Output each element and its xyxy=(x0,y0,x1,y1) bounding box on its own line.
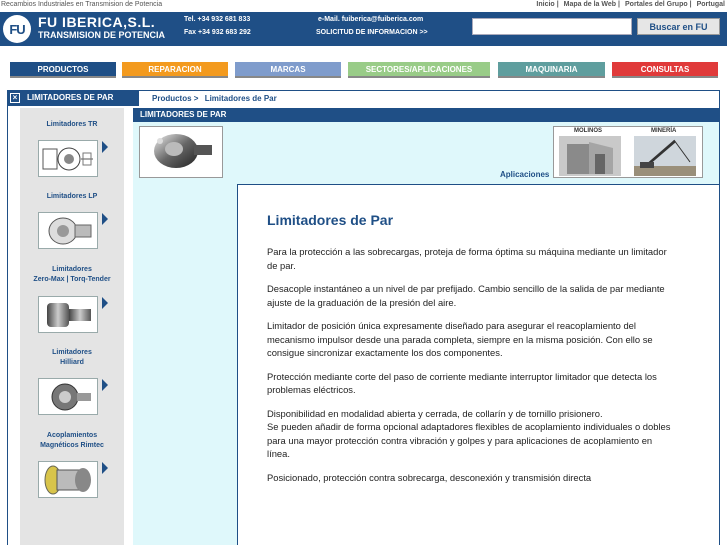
article-paragraph: Disponibilidad en modalidad abierta y cerrada, de collarín y de tornillo prisionero. Se pueden añadir de forma opcional adaptadores flexibles de acoplamiento individuales o dobles para una mayor protección contra vibración y golpes y para aplicaciones de acoplamiento en línea. xyxy=(267,407,671,459)
nav-maquinaria-label: MAQUINARIA xyxy=(525,64,578,74)
link-portales-grupo[interactable]: Portales del Grupo xyxy=(625,1,688,8)
sidebar-item-rimtec[interactable] xyxy=(20,431,124,451)
breadcrumb xyxy=(152,94,277,103)
search-button[interactable]: Buscar en FU xyxy=(637,18,720,35)
nav-consultas[interactable] xyxy=(612,62,718,78)
thumb-rimtec[interactable] xyxy=(38,461,98,498)
section-title: LIMITADORES DE PAR xyxy=(27,93,114,102)
request-info-link[interactable]: SOLICITUD DE INFORMACION >> xyxy=(316,29,428,36)
applications-box xyxy=(553,126,703,178)
site-tagline: Recambios Industriales en Transmision de Potencia xyxy=(1,1,163,8)
top-bar xyxy=(0,0,727,12)
logo[interactable] xyxy=(3,15,31,43)
thumb-limitadores-lp[interactable] xyxy=(38,212,98,249)
sidebar xyxy=(20,108,124,545)
email-link[interactable]: e-Mail. fuiberica@fuiberica.com xyxy=(318,16,424,23)
nav-consultas-label: CONSULTAS xyxy=(640,64,690,74)
nav-productos-label: PRODUCTOS xyxy=(37,64,89,74)
article-heading: Limitadores de Par xyxy=(267,212,394,228)
image-molinos[interactable] xyxy=(559,136,621,176)
article xyxy=(267,212,677,494)
product-image xyxy=(139,126,223,178)
applications-link[interactable]: Aplicaciones xyxy=(500,170,550,179)
nav-reparacion[interactable] xyxy=(122,62,228,78)
fax: Fax +34 932 683 292 xyxy=(184,29,251,36)
section-title-box xyxy=(7,90,139,106)
breadcrumb-productos[interactable]: Productos > xyxy=(152,94,199,103)
arrow-icon[interactable] xyxy=(102,141,108,153)
arrow-icon[interactable] xyxy=(102,297,108,309)
link-portugal[interactable]: Portugal xyxy=(696,1,725,8)
link-inicio[interactable]: Inicio xyxy=(536,1,555,8)
nav-maquinaria[interactable] xyxy=(498,62,605,78)
app-label-molinos: MOLINOS xyxy=(574,128,602,134)
section-titlebar xyxy=(7,90,720,106)
article-paragraph: Desacople instantáneo a un nivel de par prefijado. Cambio sencillo de la salida de par mediante ajuste de la graduación de la presión del aire. xyxy=(267,283,665,308)
sidebar-item-label: Acoplamientos Magnéticos Rimtec xyxy=(40,432,104,449)
thumb-limitadores-tr[interactable] xyxy=(38,140,98,177)
app-label-mineria: MINERÍA xyxy=(651,128,677,134)
nav-productos[interactable] xyxy=(10,62,116,78)
header xyxy=(0,12,727,46)
thumb-zero-max[interactable] xyxy=(38,296,98,333)
article-paragraph: Protección mediante corte del paso de corriente mediante interruptor limitador que detecta los problemas eléctricos. xyxy=(267,370,657,395)
nav-marcas[interactable] xyxy=(235,62,341,78)
company-name: FU IBERICA,S.L. xyxy=(38,14,156,30)
thumb-hilliard[interactable] xyxy=(38,378,98,415)
content-title-bar: LIMITADORES DE PAR xyxy=(133,108,719,122)
article-paragraph: Posicionado, protección contra sobrecarga, desconexión y transmisión directa xyxy=(267,471,592,483)
sidebar-item-hilliard[interactable] xyxy=(20,348,124,368)
sidebar-item-label: Limitadores LP xyxy=(46,193,98,200)
image-mineria[interactable] xyxy=(634,136,696,176)
arrow-icon[interactable] xyxy=(102,213,108,225)
article-paragraph: Limitador de posición única expresamente diseñado para asegurar el reacoplamiento del mecanismo impulsor desde una parada completa, siempre en la misma posición. Con ello se consigue sincronizar exactamente los dos componentes. xyxy=(267,320,653,358)
logo-text: FU xyxy=(9,21,25,37)
top-links: Inicio | Mapa de la Web | Portales del Grupo | Portugal xyxy=(536,1,725,8)
arrow-icon[interactable] xyxy=(102,462,108,474)
sidebar-item-label: Limitadores TR xyxy=(46,121,98,128)
nav-sectores-label: SECTORES/APLICACIONES xyxy=(365,64,473,74)
nav-marcas-label: MARCAS xyxy=(270,64,306,74)
search-input[interactable] xyxy=(472,18,632,35)
company-subtitle: TRANSMISION DE POTENCIA xyxy=(38,30,166,40)
article-paragraph: Para la protección a las sobrecargas, proteja de forma óptima su máquina mediante un limitador de par. xyxy=(267,246,667,271)
sidebar-item-zero-max[interactable] xyxy=(20,265,124,285)
link-mapa-web[interactable]: Mapa de la Web xyxy=(563,1,617,8)
arrow-icon[interactable] xyxy=(102,379,108,391)
breadcrumb-current: Limitadores de Par xyxy=(204,94,277,103)
nav-reparacion-label: REPARACION xyxy=(148,64,202,74)
sidebar-item-lp[interactable] xyxy=(20,192,124,202)
nav-sectores[interactable] xyxy=(348,62,490,78)
sidebar-item-label: Limitadores Zero-Max | Torq-Tender xyxy=(33,266,111,283)
sidebar-item-tr[interactable] xyxy=(20,120,124,130)
close-icon[interactable]: × xyxy=(10,93,20,103)
phone: Tel. +34 932 681 833 xyxy=(184,16,251,23)
sidebar-item-label: Limitadores Hilliard xyxy=(52,349,92,366)
